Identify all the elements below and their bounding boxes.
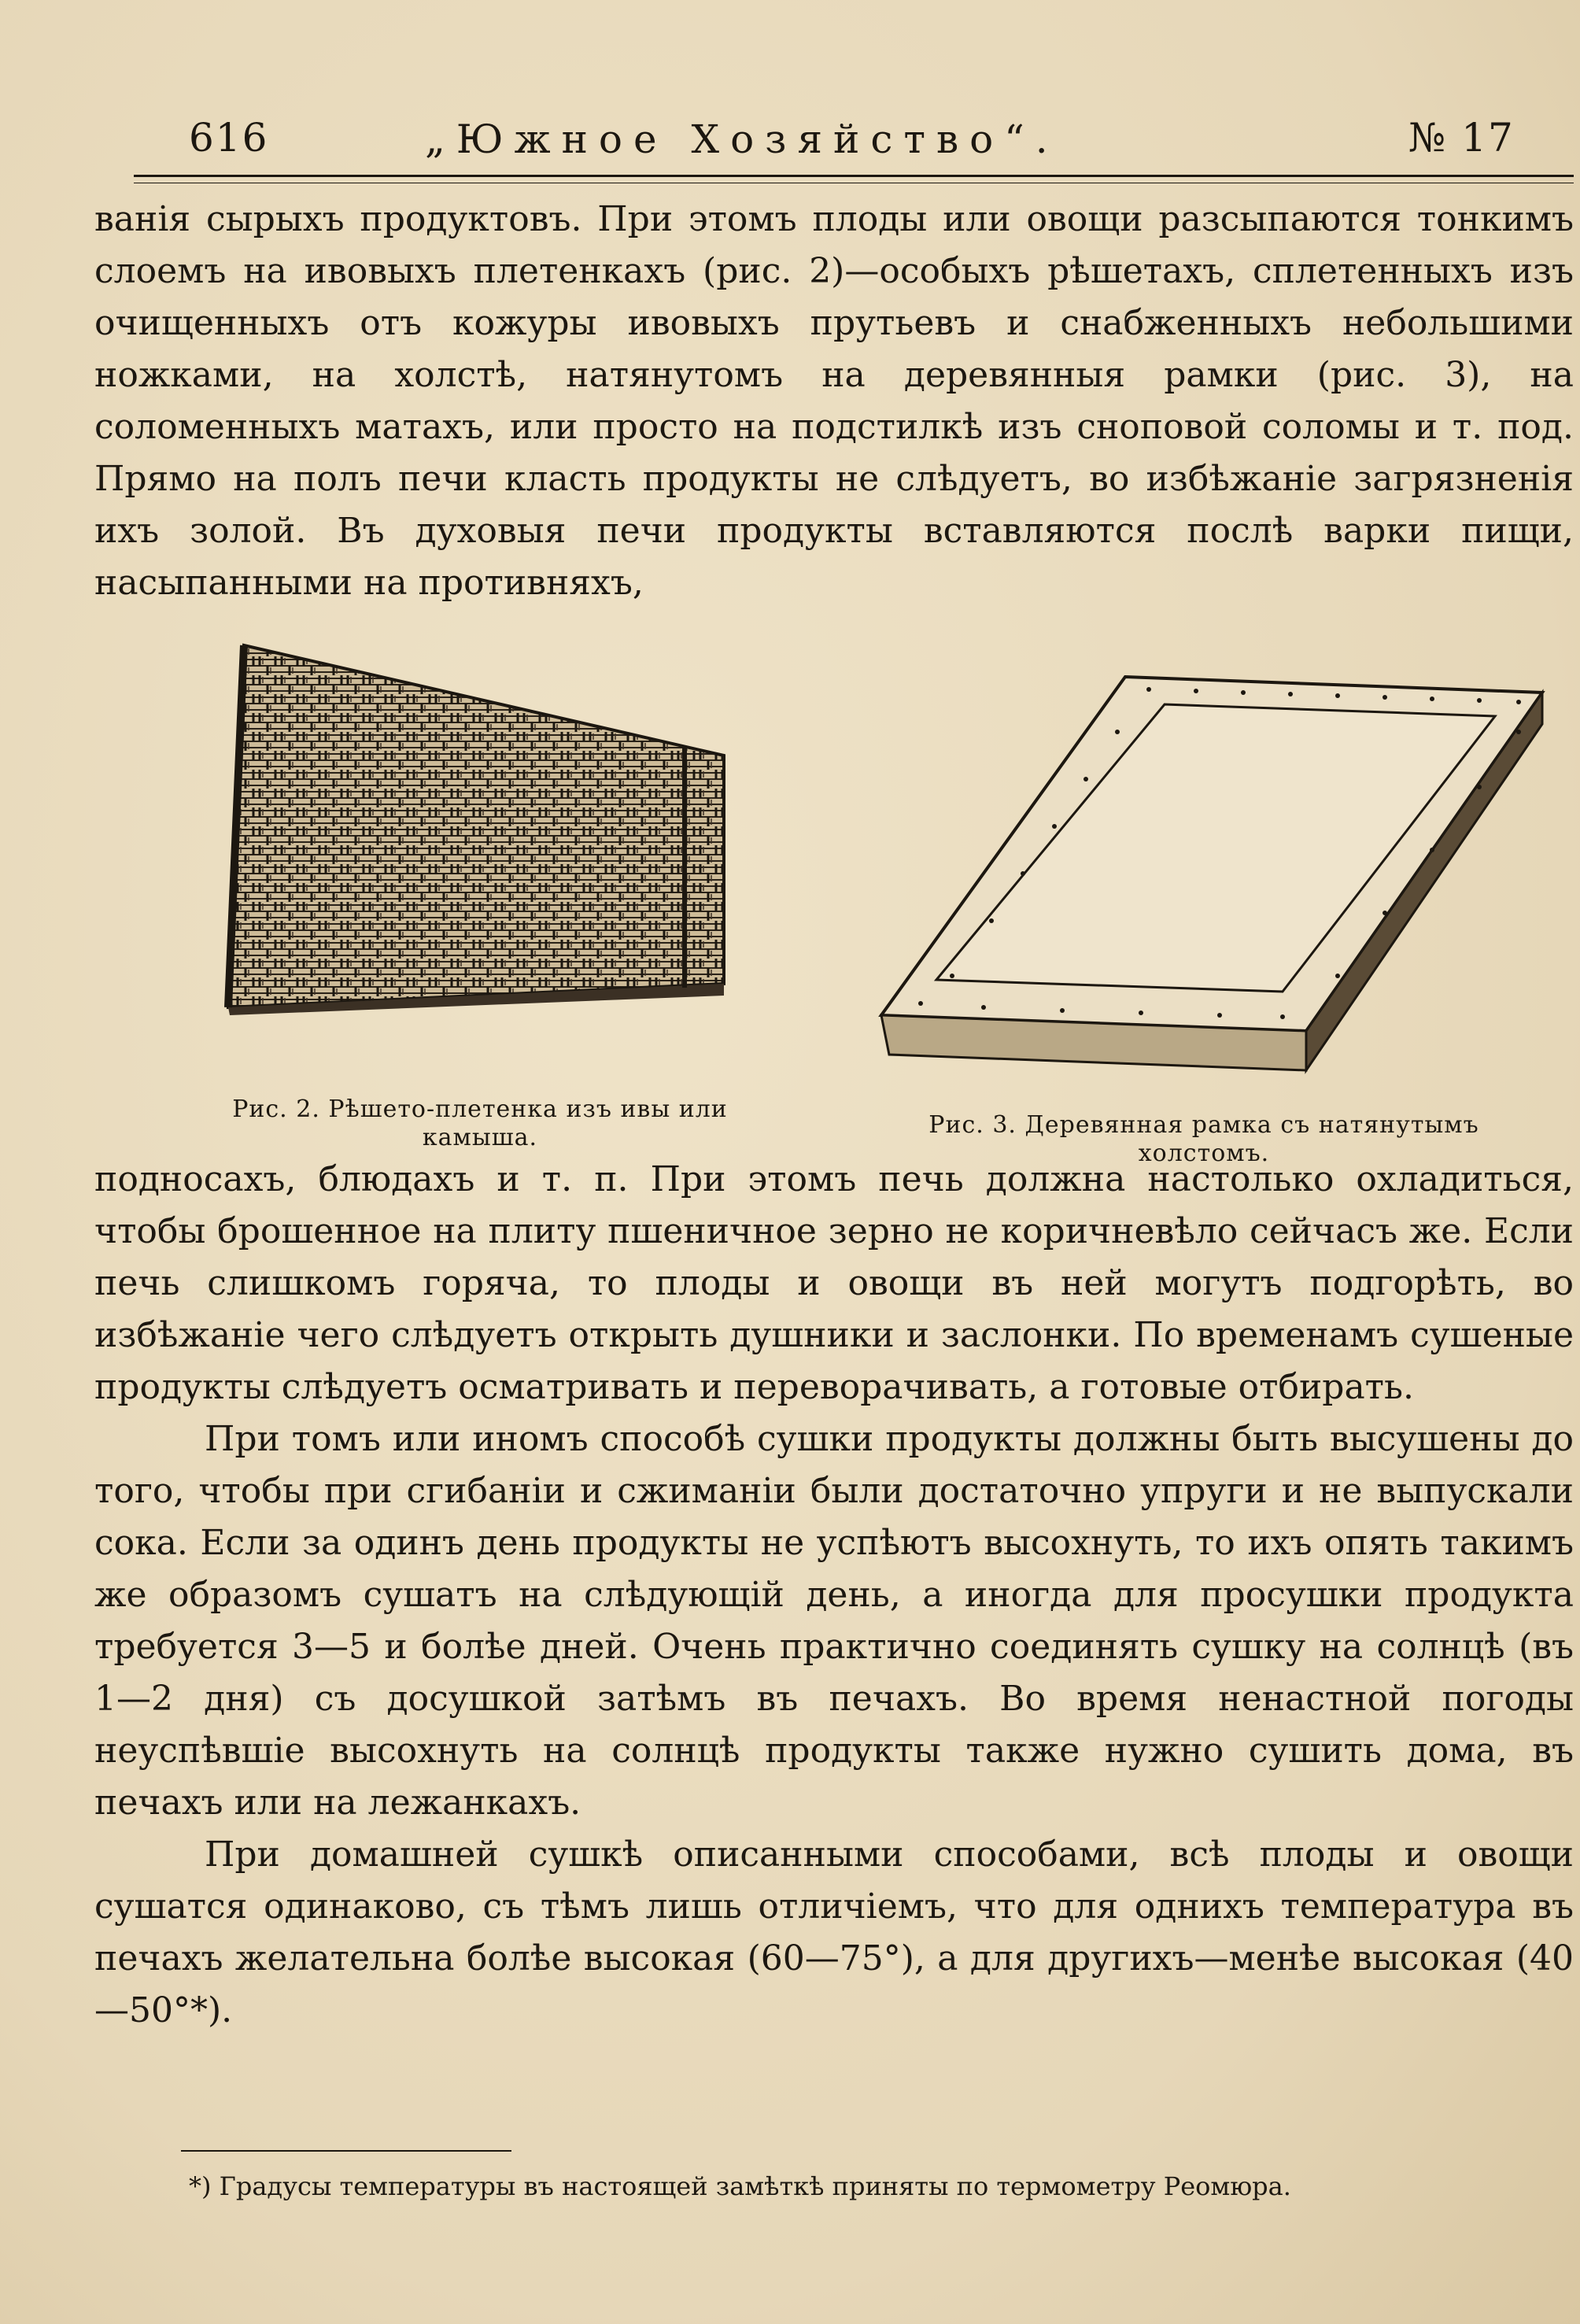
footnote: *) Градусы температуры въ настоящей замѣткѣ приняты по термометру Реомюра. bbox=[189, 2171, 1291, 2201]
paragraph-3: При томъ или иномъ способѣ сушки продукты должны быть высушены до того, чтобы при сгибаніи и сжиманіи были достаточно упруги и не выпускали сока. Если за одинъ день продукты не успѣютъ высохнуть, то ихъ опять такимъ же образомъ сушатъ на слѣдующій день, а иногда для просушки продукта требуется 3—5 и болѣе дней. Очень практично соединять сушку на солнцѣ (въ 1—2 дня) съ досушкой затѣмъ въ печахъ. Во время ненастной погоды неуспѣвшіе высохнуть на солнцѣ продукты также нужно сушить дома, въ печахъ или на лежанкахъ. bbox=[94, 1419, 1574, 1823]
page-number: 616 bbox=[189, 115, 269, 161]
wooden-frame-illustration bbox=[866, 661, 1550, 1102]
paragraph-4: При домашней сушкѣ описанными способами, всѣ плоды и овощи сушатся одинаково, съ тѣмъ лишь отличіемъ, что для однихъ температура въ печахъ желательна болѣе высокая (60—75°), а для другихъ—менѣе высокая (40—50°*). bbox=[94, 1834, 1574, 2030]
journal-title: „Южное Хозяйство“. bbox=[425, 116, 1059, 162]
issue-number: № 17 bbox=[1408, 115, 1515, 161]
footnote-rule bbox=[181, 2150, 511, 2152]
figure-2-caption: Рис. 2. Рѣшето-плетенка изъ ивы или камыша. bbox=[232, 1095, 728, 1151]
paragraph-2: подносахъ, блюдахъ и т. п. При этомъ печь должна настолько охладиться, чтобы брошенное на плиту пшеничное зерно не коричневѣло сейчасъ же. Если печь слишкомъ горяча, то плоды и овощи въ ней могутъ подгорѣть, во избѣжаніе чего слѣдуетъ открыть душники и заслонки. По временамъ сушеные продукты слѣдуетъ осматривать и переворачивать, а готовые отбирать. bbox=[94, 1159, 1574, 1407]
woven-sieve-illustration bbox=[212, 637, 732, 1015]
figure-3-caption: Рис. 3. Деревянная рамка съ натянутымъ холстомъ. bbox=[928, 1111, 1479, 1167]
text-block-bottom bbox=[94, 1154, 1574, 2037]
paragraph-1: ванія сырыхъ продуктовъ. При этомъ плоды или овощи разсыпаются тонкимъ слоемъ на ивовыхъ плетенкахъ (рис. 2)—особыхъ рѣшетахъ, сплетенныхъ изъ очищенныхъ отъ кожуры ивовыхъ прутьевъ и снабженныхъ небольшими ножками, на холстѣ, натянутомъ на деревянныя рамки (рис. 3), на соломенныхъ матахъ, или просто на подстилкѣ изъ сноповой соломы и т. под. Прямо на полъ печи класть продукты не слѣдуетъ, во избѣжаніе загрязненія ихъ золой. Въ духовыя печи продукты вставляются послѣ варки пищи, насыпанными на противняхъ, bbox=[94, 199, 1574, 603]
header-rule bbox=[134, 175, 1574, 177]
text-block-top bbox=[94, 194, 1574, 609]
running-header bbox=[134, 110, 1574, 173]
